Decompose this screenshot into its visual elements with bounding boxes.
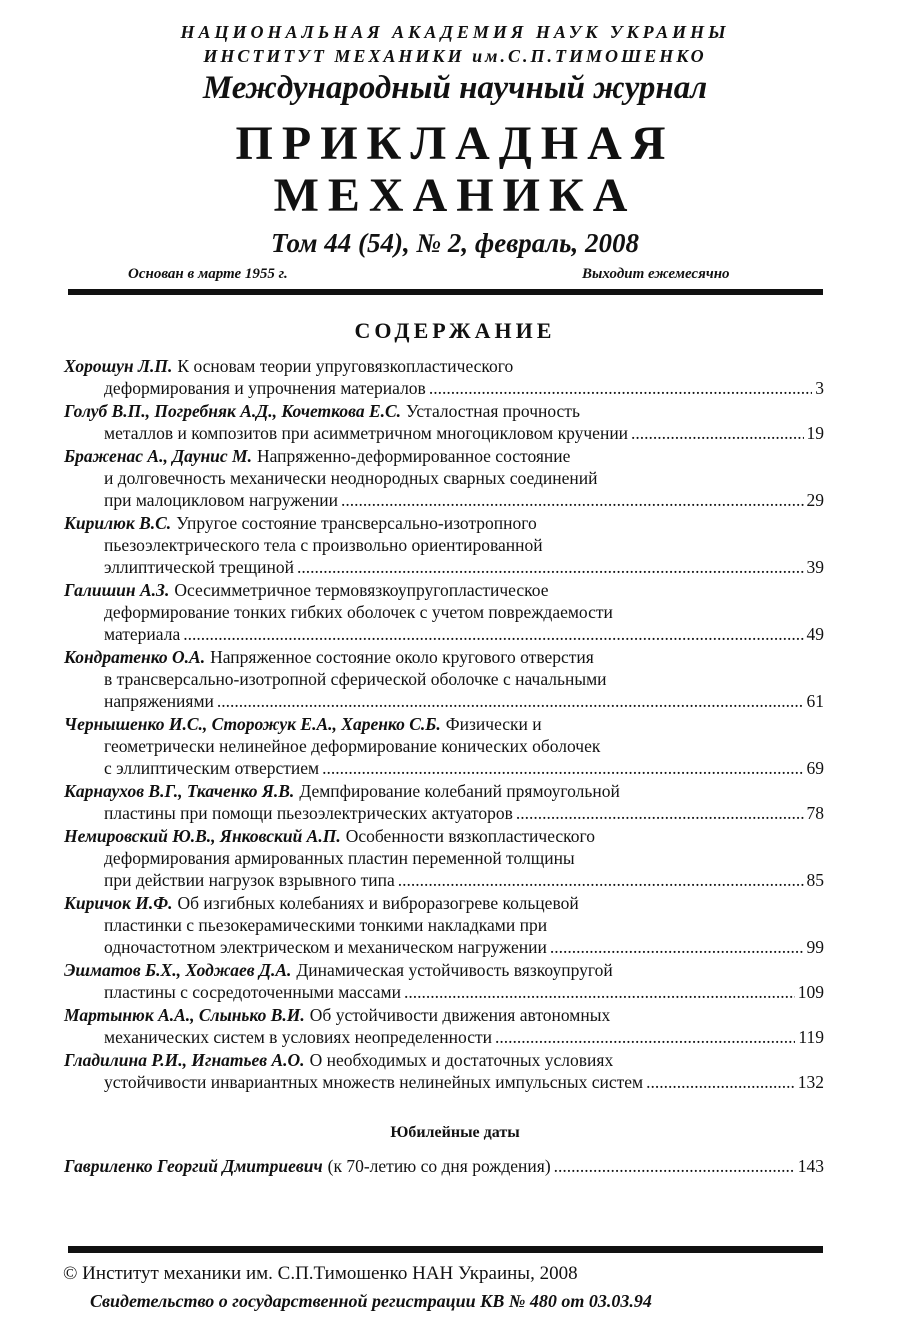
toc-page-number: 39 — [806, 557, 824, 577]
toc-title-line: напряжениями — [104, 691, 214, 711]
leader-dots — [550, 936, 804, 958]
leader-dots — [322, 757, 803, 779]
leader-dots — [398, 869, 804, 891]
leader-dots — [183, 623, 803, 645]
institute-name: ИНСТИТУТ МЕХАНИКИ им.С.П.ТИМОШЕНКО — [203, 46, 707, 66]
registration-note: Свидетельство о государственной регистрации КВ № 480 от 03.03.94 — [90, 1291, 652, 1311]
leader-dots — [631, 422, 803, 444]
toc-authors: Галишин А.З. — [64, 580, 170, 600]
toc-title-line: устойчивости инвариантных множеств нелинейных импульсных систем — [104, 1072, 644, 1092]
toc-title-line: Физически и — [445, 714, 542, 734]
toc-title-line: пьезоэлектрического тела с произвольно ориентированной — [104, 535, 543, 555]
toc-title-line: Напряженно-деформированное состояние — [257, 446, 571, 466]
leader-dots — [516, 802, 804, 824]
jubilee-text: (к 70-летию со дня рождения) — [327, 1156, 551, 1176]
toc-title-line: Динамическая устойчивость вязкоупругой — [296, 960, 613, 980]
toc-entry[interactable] — [64, 512, 824, 578]
toc-title-line: Осесимметричное термовязкоупругопластическое — [174, 580, 549, 600]
toc-entry[interactable] — [64, 959, 824, 1003]
footer-divider — [68, 1246, 823, 1253]
leader-dots — [554, 1156, 795, 1177]
toc-authors: Немировский Ю.В., Янковский А.П. — [64, 826, 341, 846]
toc-title-line: пластины при помощи пьезоэлектрических актуаторов — [104, 803, 513, 823]
toc-authors: Гладилина Р.И., Игнатьев А.О. — [64, 1050, 305, 1070]
jubilee-entry[interactable] — [64, 1156, 824, 1177]
toc-page-number: 61 — [806, 691, 824, 711]
issue-info: Том 44 (54), № 2, февраль, 2008 — [271, 228, 639, 258]
toc-title-line: О необходимых и достаточных условиях — [309, 1050, 614, 1070]
toc-title-line: деформирование тонких гибких оболочек с учетом повреждаемости — [104, 602, 613, 622]
toc-authors: Мартынюк А.А., Слынько В.И. — [64, 1005, 305, 1025]
copyright: © Институт механики им. С.П.Тимошенко НАН Украины, 2008 — [63, 1263, 578, 1284]
toc-title-line: металлов и композитов при асимметричном многоцикловом кручении — [104, 423, 629, 443]
toc-title-line: механических систем в условиях неопределенности — [104, 1027, 492, 1047]
toc-title-line: К основам теории упруговязкопластического — [177, 356, 514, 376]
toc-page-number: 119 — [798, 1027, 824, 1047]
toc-entry[interactable] — [64, 1049, 824, 1093]
jubilee-page: 143 — [797, 1156, 824, 1176]
toc-page-number: 49 — [806, 624, 824, 644]
toc-page-number: 85 — [806, 870, 824, 890]
toc-entry[interactable] — [64, 579, 824, 645]
toc-page-number: 69 — [806, 758, 824, 778]
toc-entry[interactable] — [64, 780, 824, 824]
toc-page-number: 109 — [797, 982, 824, 1002]
founded-note: Основан в марте 1955 г. — [128, 266, 288, 282]
toc-authors: Браженас А., Даунис М. — [64, 446, 252, 466]
toc-title-line: Усталостная прочность — [406, 401, 580, 421]
toc-page-number: 99 — [806, 937, 824, 957]
toc-title-line: деформирования армированных пластин переменной толщины — [104, 848, 575, 868]
leader-dots — [297, 556, 804, 578]
table-of-contents — [64, 355, 824, 1094]
toc-title-line: в трансверсально-изотропной сферической оболочке с начальными — [104, 669, 607, 689]
toc-entry[interactable] — [64, 445, 824, 511]
toc-entry[interactable] — [64, 713, 824, 779]
journal-title-line2: МЕХАНИКА — [273, 169, 637, 222]
toc-authors: Кондратенко О.А. — [64, 647, 206, 667]
toc-authors: Чернышенко И.С., Сторожук Е.А., Харенко С.Б. — [64, 714, 441, 734]
toc-entry[interactable] — [64, 646, 824, 712]
toc-page-number: 19 — [806, 423, 824, 443]
toc-title-line: одночастотном электрическом и механическом нагружении — [104, 937, 547, 957]
toc-title-line: и долговечность механически неоднородных сварных соединений — [104, 468, 598, 488]
toc-authors: Хорошун Л.П. — [64, 356, 173, 376]
toc-authors: Голуб В.П., Погребняк А.Д., Кочеткова Е.С. — [64, 401, 402, 421]
leader-dots — [429, 377, 812, 399]
toc-authors: Киричок И.Ф. — [64, 893, 173, 913]
toc-title-line: Упругое состояние трансверсально-изотропного — [176, 513, 537, 533]
toc-entry[interactable] — [64, 825, 824, 891]
toc-page-number: 132 — [797, 1072, 824, 1092]
journal-type: Международный научный журнал — [202, 70, 708, 106]
toc-title-line: пластинки с пьезокерамическими тонкими накладками при — [104, 915, 548, 935]
toc-title-line: Напряженное состояние около кругового отверстия — [210, 647, 594, 667]
toc-title-line: эллиптической трещиной — [104, 557, 294, 577]
toc-title-line: при действии нагрузок взрывного типа — [104, 870, 395, 890]
toc-title-line: пластины с сосредоточенными массами — [104, 982, 401, 1002]
toc-title-line: деформирования и упрочнения материалов — [104, 378, 426, 398]
leader-dots — [404, 981, 795, 1003]
academy-name: НАЦИОНАЛЬНАЯ АКАДЕМИЯ НАУК УКРАИНЫ — [180, 22, 730, 42]
leader-dots — [495, 1026, 795, 1048]
toc-page-number: 78 — [806, 803, 824, 823]
leader-dots — [341, 489, 803, 511]
toc-page-number: 3 — [815, 378, 824, 398]
toc-title-line: Об изгибных колебаниях и виброразогреве кольцевой — [177, 893, 579, 913]
toc-title: СОДЕРЖАНИЕ — [354, 318, 556, 343]
toc-authors: Кирилюк В.С. — [64, 513, 172, 533]
frequency-note: Выходит ежемесячно — [582, 266, 730, 282]
header-divider — [68, 289, 823, 295]
toc-title-line: Об устойчивости движения автономных — [309, 1005, 611, 1025]
toc-title-line: геометрически нелинейное деформирование конических оболочек — [104, 736, 601, 756]
leader-dots — [217, 690, 804, 712]
toc-entry[interactable] — [64, 355, 824, 399]
toc-page-number: 29 — [806, 490, 824, 510]
toc-title-line: материала — [104, 624, 181, 644]
toc-authors: Карнаухов В.Г., Ткаченко Я.В. — [64, 781, 295, 801]
toc-title-line: с эллиптическим отверстием — [104, 758, 320, 778]
toc-entry[interactable] — [64, 892, 824, 958]
jubilee-name: Гавриленко Георгий Дмитриевич — [64, 1156, 323, 1176]
journal-title-line1: ПРИКЛАДНАЯ — [235, 117, 675, 170]
toc-entry[interactable] — [64, 400, 824, 444]
toc-entry[interactable] — [64, 1004, 824, 1048]
toc-title-line: Демпфирование колебаний прямоугольной — [299, 781, 620, 801]
toc-authors: Эшматов Б.Х., Ходжаев Д.А. — [64, 960, 292, 980]
leader-dots — [646, 1071, 795, 1093]
toc-title-line: Особенности вязкопластического — [345, 826, 596, 846]
jubilee-section-title: Юбилейные даты — [390, 1124, 520, 1141]
toc-title-line: при малоцикловом нагружении — [104, 490, 339, 510]
